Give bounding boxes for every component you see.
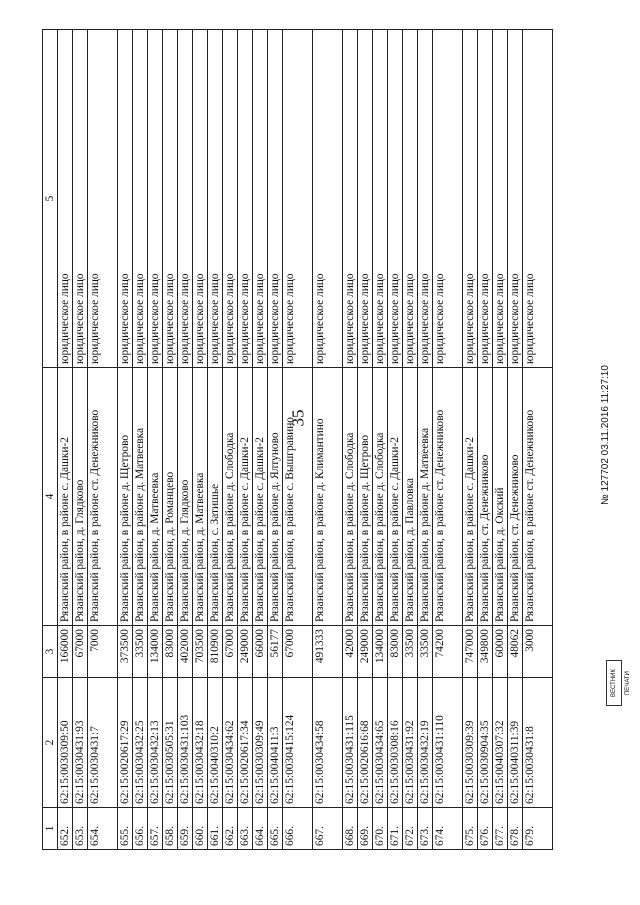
- table-row: [238, 30, 253, 850]
- owner-type: юридическое лицо: [73, 30, 88, 368]
- page-number: 35: [288, 409, 308, 427]
- column-header: 3: [43, 626, 58, 678]
- cadastral-number: 62:15:0040310:2: [208, 678, 223, 808]
- plot-area: 67000: [73, 626, 88, 678]
- owner-type: юридическое лицо: [163, 30, 178, 368]
- row-number: 669.: [358, 808, 373, 850]
- owner-type: юридическое лицо: [283, 30, 313, 368]
- table-row: [118, 30, 133, 850]
- cadastral-number: 62:15:0030434:58: [313, 678, 343, 808]
- owner-type: юридическое лицо: [358, 30, 373, 368]
- row-number: 670.: [373, 808, 388, 850]
- owner-type: юридическое лицо: [118, 30, 133, 368]
- plot-location: Рязанский район, в районе д. Матвеевка: [133, 368, 148, 626]
- owner-type: юридическое лицо: [433, 30, 463, 368]
- plot-area: 33500: [133, 626, 148, 678]
- table-row: [133, 30, 148, 850]
- table-row: [253, 30, 268, 850]
- plot-area: 60000: [493, 626, 508, 678]
- table-row: [343, 30, 358, 850]
- plot-location: Рязанский район, д. Матвеевка: [193, 368, 208, 626]
- owner-type: юридическое лицо: [223, 30, 238, 368]
- plot-location: Рязанский район, в районе д. Матвеевка: [418, 368, 433, 626]
- plot-area: 349800: [478, 626, 493, 678]
- row-number: 679.: [523, 808, 553, 850]
- cadastral-number: 62:15:0030308:16: [388, 678, 403, 808]
- row-number: 659.: [178, 808, 193, 850]
- row-number: 677.: [493, 808, 508, 850]
- plot-location: Рязанский район, в районе с. Дашки-2: [238, 368, 253, 626]
- table-row: [163, 30, 178, 850]
- table-body: [58, 30, 553, 850]
- cadastral-number: 62:15:0020616:68: [358, 678, 373, 808]
- plot-location: Рязанский район, в районе с. Дашки-2: [58, 368, 73, 626]
- cadastral-number: 62:15:0030431:110: [433, 678, 463, 808]
- row-number: 652.: [58, 808, 73, 850]
- plot-area: 703500: [193, 626, 208, 678]
- row-number: 667.: [313, 808, 343, 850]
- plot-location: Рязанский район, д. Глядково: [178, 368, 193, 626]
- cadastral-number: 62:15:0040307:32: [493, 678, 508, 808]
- row-number: 675.: [463, 808, 478, 850]
- row-number: 664.: [253, 808, 268, 850]
- plot-area: 74200: [433, 626, 463, 678]
- row-number: 656.: [133, 808, 148, 850]
- plot-area: 33500: [403, 626, 418, 678]
- table-row: [73, 30, 88, 850]
- cadastral-number: 62:15:0030505:31: [163, 678, 178, 808]
- owner-type: юридическое лицо: [148, 30, 163, 368]
- plot-location: Рязанский район, в районе д. Щетрово: [118, 368, 133, 626]
- owner-type: юридическое лицо: [208, 30, 223, 368]
- row-number: 662.: [223, 808, 238, 850]
- row-number: 672.: [403, 808, 418, 850]
- plot-location: Рязанский район, в районе с. Вышгравино: [283, 368, 313, 626]
- owner-type: юридическое лицо: [313, 30, 343, 368]
- plot-area: 67000: [283, 626, 313, 678]
- table-header-row: [43, 30, 58, 850]
- table-row: [178, 30, 193, 850]
- cadastral-number: 62:15:0030415:124: [283, 678, 313, 808]
- plot-location: Рязанский район, в районе д. Ялтуново: [268, 368, 283, 626]
- cadastral-number: 62:15:0030434:65: [373, 678, 388, 808]
- plot-location: Рязанский район, д. Матвеевка: [148, 368, 163, 626]
- table-row: [58, 30, 73, 850]
- plot-area: 7000: [88, 626, 118, 678]
- row-number: 655.: [118, 808, 133, 850]
- row-number: 678.: [508, 808, 523, 850]
- plot-area: 166000: [58, 626, 73, 678]
- owner-type: юридическое лицо: [523, 30, 553, 368]
- printing-stamp: ВЕСТНИК ПЕЧАТИ: [606, 660, 622, 706]
- plot-area: 42000: [343, 626, 358, 678]
- row-number: 654.: [88, 808, 118, 850]
- row-number: 671.: [388, 808, 403, 850]
- column-header: 2: [43, 678, 58, 808]
- plot-location: Рязанский район, ст. Денежниково: [478, 368, 493, 626]
- plot-location: Рязанский район, в районе д. Слободка: [373, 368, 388, 626]
- row-number: 661.: [208, 808, 223, 850]
- cadastral-number: 62:15:0040411:3: [268, 678, 283, 808]
- plot-area: 491333: [313, 626, 343, 678]
- plot-area: 402000: [178, 626, 193, 678]
- cadastral-number: 62:15:0030431:7: [88, 678, 118, 808]
- table-row: [88, 30, 118, 850]
- owner-type: юридическое лицо: [493, 30, 508, 368]
- plot-location: Рязанский район, в районе с. Дашки-2: [388, 368, 403, 626]
- owner-type: юридическое лицо: [178, 30, 193, 368]
- table-row: [283, 30, 313, 850]
- owner-type: юридическое лицо: [238, 30, 253, 368]
- cadastral-number: 62:15:0030434:62: [223, 678, 238, 808]
- plot-area: 56177: [268, 626, 283, 678]
- column-header: 4: [43, 368, 58, 626]
- document-footer: № 127702 03.11.2016 11:27:10: [600, 365, 611, 505]
- plot-location: Рязанский район, ст. Денежниково: [508, 368, 523, 626]
- plot-location: Рязанский район, в районе д. Климантино: [313, 368, 343, 626]
- cadastral-number: 62:15:0030431:8: [523, 678, 553, 808]
- plot-location: Рязанский район, в районе д. Щетрово: [358, 368, 373, 626]
- owner-type: юридическое лицо: [253, 30, 268, 368]
- plot-location: Рязанский район, в районе с. Дашки-2: [463, 368, 478, 626]
- owner-type: юридическое лицо: [373, 30, 388, 368]
- row-number: 660.: [193, 808, 208, 850]
- owner-type: юридическое лицо: [478, 30, 493, 368]
- table-row: [373, 30, 388, 850]
- row-number: 657.: [148, 808, 163, 850]
- cadastral-number: 62:15:0030432:19: [418, 678, 433, 808]
- plot-area: 134000: [373, 626, 388, 678]
- plot-location: Рязанский район, в районе д. Слободка: [223, 368, 238, 626]
- table-row: [463, 30, 478, 850]
- column-header: 1: [43, 808, 58, 850]
- plot-location: Рязанский район, в районе д. Слободка: [343, 368, 358, 626]
- plot-location: Рязанский район, в районе ст. Денежниково: [523, 368, 553, 626]
- cadastral-number: 62:15:0030431:93: [73, 678, 88, 808]
- cadastral-number: 62:15:0020617:34: [238, 678, 253, 808]
- row-number: 673.: [418, 808, 433, 850]
- plot-area: 83000: [388, 626, 403, 678]
- plot-location: Рязанский район, д. Окский: [493, 368, 508, 626]
- owner-type: юридическое лицо: [403, 30, 418, 368]
- table-row: [268, 30, 283, 850]
- cadastral-number: 62:15:0030432:25: [133, 678, 148, 808]
- row-number: 653.: [73, 808, 88, 850]
- plot-area: 249000: [238, 626, 253, 678]
- table-row: [478, 30, 493, 850]
- table-row: [223, 30, 238, 850]
- owner-type: юридическое лицо: [88, 30, 118, 368]
- row-number: 658.: [163, 808, 178, 850]
- owner-type: юридическое лицо: [463, 30, 478, 368]
- owner-type: юридическое лицо: [58, 30, 73, 368]
- column-header: 5: [43, 30, 58, 368]
- table-row: [493, 30, 508, 850]
- plot-location: Рязанский район, в районе ст. Денежниково: [88, 368, 118, 626]
- owner-type: юридическое лицо: [418, 30, 433, 368]
- row-number: 674.: [433, 808, 463, 850]
- plot-location: Рязанский район, с. Затишье: [208, 368, 223, 626]
- table-row: [418, 30, 433, 850]
- owner-type: юридическое лицо: [193, 30, 208, 368]
- plot-area: 810900: [208, 626, 223, 678]
- cadastral-number: 62:15:0030309:50: [58, 678, 73, 808]
- table-row: [403, 30, 418, 850]
- cadastral-number: 62:15:0030431:103: [178, 678, 193, 808]
- table-row: [523, 30, 553, 850]
- plot-area: 67000: [223, 626, 238, 678]
- plot-area: 83000: [163, 626, 178, 678]
- cadastral-number: 62:15:0020617:29: [118, 678, 133, 808]
- table-row: [508, 30, 523, 850]
- row-number: 666.: [283, 808, 313, 850]
- plot-location: Рязанский район, д. Глядково: [73, 368, 88, 626]
- plot-location: Рязанский район, д. Романцево: [163, 368, 178, 626]
- plot-area: 747000: [463, 626, 478, 678]
- rotated-table-wrapper: [42, 30, 553, 850]
- table-row: [208, 30, 223, 850]
- cadastral-number: 62:15:0030904:35: [478, 678, 493, 808]
- owner-type: юридическое лицо: [508, 30, 523, 368]
- plot-location: Рязанский район, в районе с. Дашки-2: [253, 368, 268, 626]
- owner-type: юридическое лицо: [343, 30, 358, 368]
- table-row: [433, 30, 463, 850]
- cadastral-number: 62:15:0030431:115: [343, 678, 358, 808]
- owner-type: юридическое лицо: [388, 30, 403, 368]
- plot-area: 373500: [118, 626, 133, 678]
- owner-type: юридическое лицо: [133, 30, 148, 368]
- cadastral-number: 62:15:0030309:39: [463, 678, 478, 808]
- plot-location: Рязанский район, д. Павловка: [403, 368, 418, 626]
- land-plots-table: [42, 29, 553, 850]
- table-row: [193, 30, 208, 850]
- plot-location: Рязанский район, в районе ст. Денежниково: [433, 368, 463, 626]
- plot-area: 33500: [418, 626, 433, 678]
- cadastral-number: 62:15:0030431:92: [403, 678, 418, 808]
- table-row: [313, 30, 343, 850]
- table-row: [388, 30, 403, 850]
- cadastral-number: 62:15:0030432:13: [148, 678, 163, 808]
- row-number: 676.: [478, 808, 493, 850]
- table-row: [148, 30, 163, 850]
- plot-area: 134000: [148, 626, 163, 678]
- plot-area: 48062: [508, 626, 523, 678]
- plot-area: 249000: [358, 626, 373, 678]
- table-row: [358, 30, 373, 850]
- plot-area: 3000: [523, 626, 553, 678]
- plot-area: 66000: [253, 626, 268, 678]
- cadastral-number: 62:15:0030432:18: [193, 678, 208, 808]
- cadastral-number: 62:15:0040311:39: [508, 678, 523, 808]
- owner-type: юридическое лицо: [268, 30, 283, 368]
- row-number: 663.: [238, 808, 253, 850]
- row-number: 665.: [268, 808, 283, 850]
- row-number: 668.: [343, 808, 358, 850]
- cadastral-number: 62:15:0030309:49: [253, 678, 268, 808]
